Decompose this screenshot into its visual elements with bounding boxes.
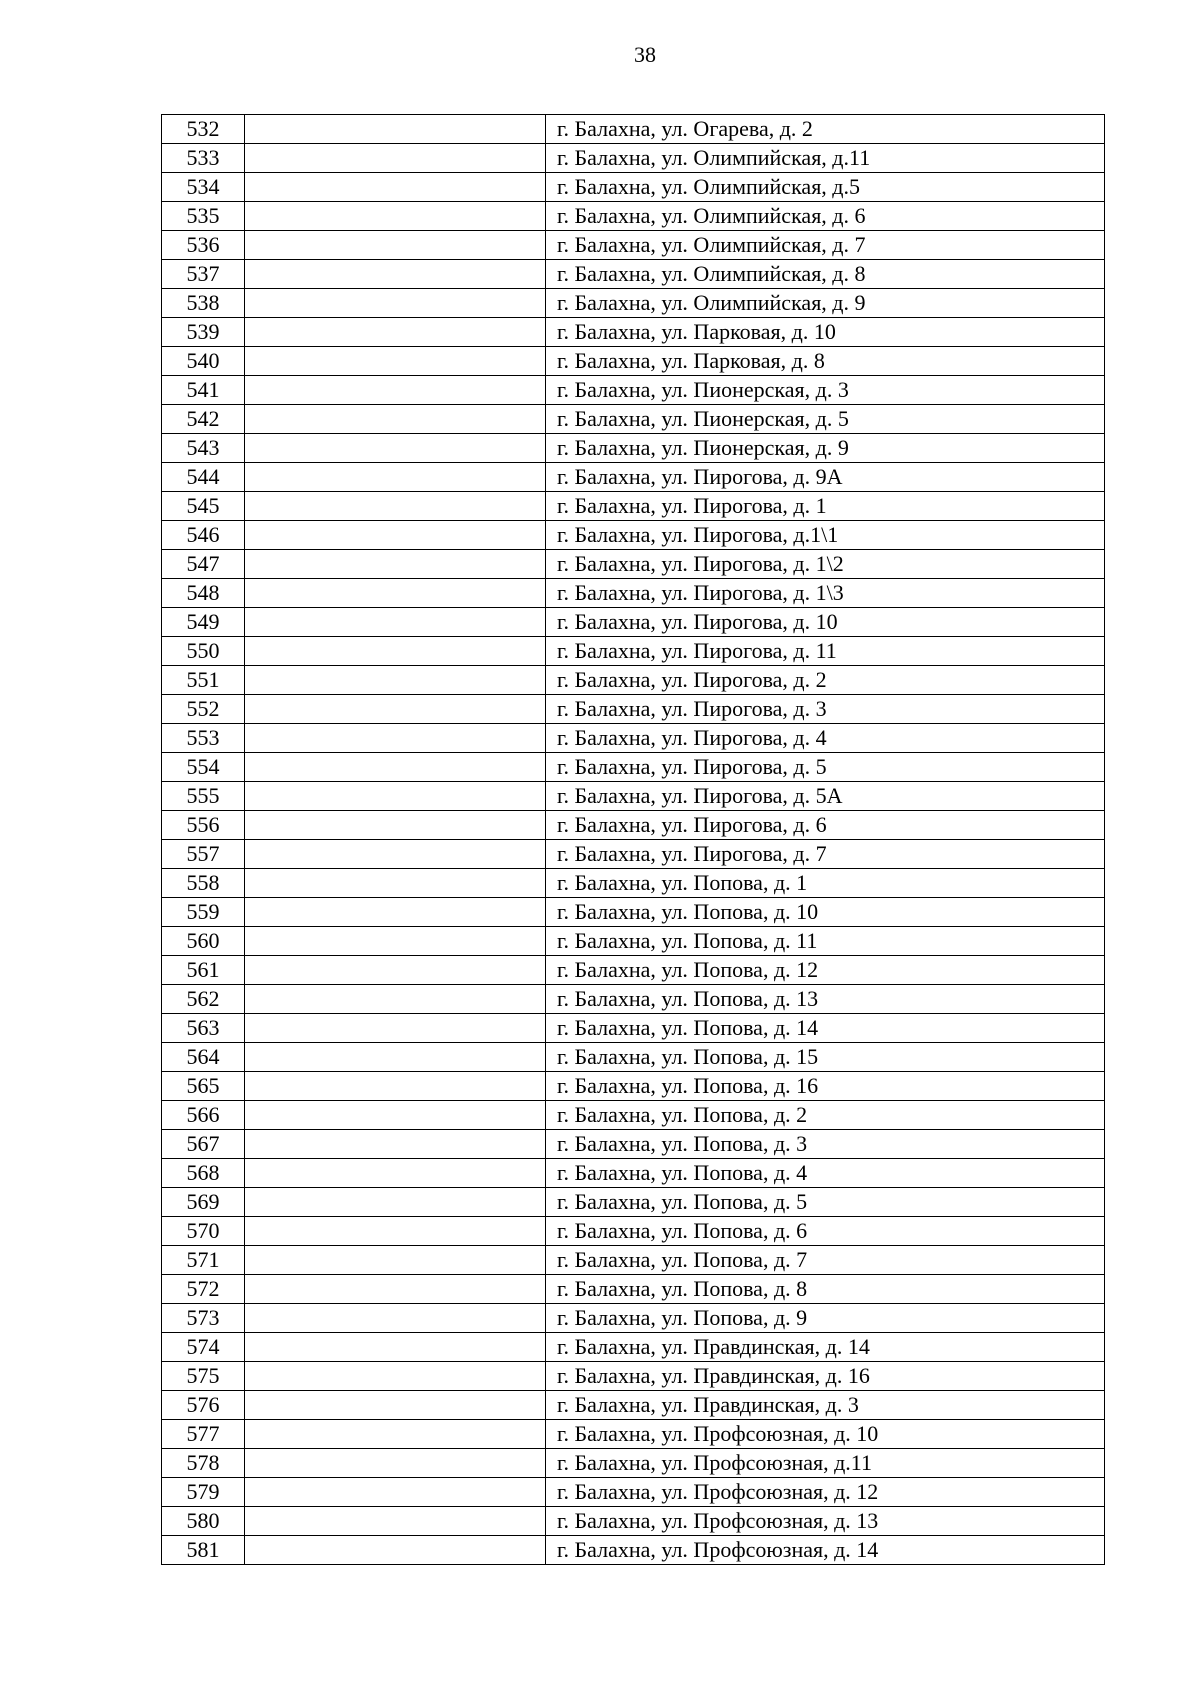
address-cell: г. Балахна, ул. Попова, д. 4 [546, 1159, 1105, 1188]
table-row [162, 115, 1105, 144]
address-cell: г. Балахна, ул. Огарева, д. 2 [546, 115, 1105, 144]
address-cell: г. Балахна, ул. Олимпийская, д.11 [546, 144, 1105, 173]
table-row [162, 1072, 1105, 1101]
table-row [162, 1507, 1105, 1536]
table-row [162, 1101, 1105, 1130]
empty-cell [245, 898, 546, 927]
table-row [162, 840, 1105, 869]
row-number-cell: 569 [162, 1188, 245, 1217]
empty-cell [245, 318, 546, 347]
row-number-cell: 547 [162, 550, 245, 579]
empty-cell [245, 869, 546, 898]
empty-cell [245, 840, 546, 869]
row-number-cell: 579 [162, 1478, 245, 1507]
table-row [162, 1304, 1105, 1333]
address-table-body [162, 115, 1105, 1565]
row-number-cell: 566 [162, 1101, 245, 1130]
table-row [162, 173, 1105, 202]
table-row [162, 144, 1105, 173]
address-cell: г. Балахна, ул. Попова, д. 10 [546, 898, 1105, 927]
table-row [162, 376, 1105, 405]
empty-cell [245, 1420, 546, 1449]
table-row [162, 1014, 1105, 1043]
row-number-cell: 560 [162, 927, 245, 956]
table-row [162, 1130, 1105, 1159]
address-table [161, 114, 1105, 1565]
row-number-cell: 575 [162, 1362, 245, 1391]
empty-cell [245, 1478, 546, 1507]
table-row [162, 724, 1105, 753]
empty-cell [245, 1449, 546, 1478]
row-number-cell: 580 [162, 1507, 245, 1536]
address-cell: г. Балахна, ул. Пирогова, д. 7 [546, 840, 1105, 869]
address-cell: г. Балахна, ул. Профсоюзная, д.11 [546, 1449, 1105, 1478]
empty-cell [245, 521, 546, 550]
empty-cell [245, 347, 546, 376]
row-number-cell: 576 [162, 1391, 245, 1420]
row-number-cell: 555 [162, 782, 245, 811]
address-cell: г. Балахна, ул. Попова, д. 6 [546, 1217, 1105, 1246]
table-row [162, 1159, 1105, 1188]
address-cell: г. Балахна, ул. Олимпийская, д. 9 [546, 289, 1105, 318]
row-number-cell: 544 [162, 463, 245, 492]
row-number-cell: 549 [162, 608, 245, 637]
table-row [162, 608, 1105, 637]
row-number-cell: 546 [162, 521, 245, 550]
table-row [162, 405, 1105, 434]
empty-cell [245, 376, 546, 405]
address-cell: г. Балахна, ул. Попова, д. 2 [546, 1101, 1105, 1130]
address-cell: г. Балахна, ул. Пирогова, д. 1 [546, 492, 1105, 521]
address-cell: г. Балахна, ул. Олимпийская, д. 7 [546, 231, 1105, 260]
empty-cell [245, 1507, 546, 1536]
row-number-cell: 573 [162, 1304, 245, 1333]
table-row [162, 347, 1105, 376]
table-row [162, 1391, 1105, 1420]
row-number-cell: 562 [162, 985, 245, 1014]
row-number-cell: 540 [162, 347, 245, 376]
address-cell: г. Балахна, ул. Попова, д. 1 [546, 869, 1105, 898]
empty-cell [245, 260, 546, 289]
address-cell: г. Балахна, ул. Попова, д. 12 [546, 956, 1105, 985]
row-number-cell: 577 [162, 1420, 245, 1449]
address-cell: г. Балахна, ул. Пирогова, д.1\1 [546, 521, 1105, 550]
empty-cell [245, 289, 546, 318]
row-number-cell: 563 [162, 1014, 245, 1043]
address-cell: г. Балахна, ул. Пирогова, д. 11 [546, 637, 1105, 666]
empty-cell [245, 1275, 546, 1304]
address-cell: г. Балахна, ул. Попова, д. 15 [546, 1043, 1105, 1072]
address-cell: г. Балахна, ул. Правдинская, д. 16 [546, 1362, 1105, 1391]
table-row [162, 811, 1105, 840]
empty-cell [245, 782, 546, 811]
address-cell: г. Балахна, ул. Попова, д. 11 [546, 927, 1105, 956]
table-row [162, 521, 1105, 550]
empty-cell [245, 202, 546, 231]
empty-cell [245, 608, 546, 637]
address-cell: г. Балахна, ул. Пирогова, д. 6 [546, 811, 1105, 840]
address-cell: г. Балахна, ул. Попова, д. 14 [546, 1014, 1105, 1043]
empty-cell [245, 1188, 546, 1217]
row-number-cell: 558 [162, 869, 245, 898]
address-cell: г. Балахна, ул. Олимпийская, д. 8 [546, 260, 1105, 289]
address-cell: г. Балахна, ул. Попова, д. 9 [546, 1304, 1105, 1333]
table-row [162, 550, 1105, 579]
empty-cell [245, 1246, 546, 1275]
page-number: 38 [634, 42, 656, 67]
empty-cell [245, 724, 546, 753]
address-cell: г. Балахна, ул. Пирогова, д. 1\2 [546, 550, 1105, 579]
empty-cell [245, 579, 546, 608]
table-row [162, 1420, 1105, 1449]
empty-cell [245, 492, 546, 521]
table-row [162, 318, 1105, 347]
row-number-cell: 536 [162, 231, 245, 260]
empty-cell [245, 463, 546, 492]
row-number-cell: 551 [162, 666, 245, 695]
empty-cell [245, 1217, 546, 1246]
row-number-cell: 539 [162, 318, 245, 347]
row-number-cell: 545 [162, 492, 245, 521]
empty-cell [245, 144, 546, 173]
empty-cell [245, 405, 546, 434]
empty-cell [245, 173, 546, 202]
table-row [162, 1188, 1105, 1217]
row-number-cell: 564 [162, 1043, 245, 1072]
table-row [162, 1449, 1105, 1478]
table-row [162, 695, 1105, 724]
address-cell: г. Балахна, ул. Правдинская, д. 14 [546, 1333, 1105, 1362]
address-cell: г. Балахна, ул. Попова, д. 7 [546, 1246, 1105, 1275]
address-cell: г. Балахна, ул. Попова, д. 16 [546, 1072, 1105, 1101]
address-cell: г. Балахна, ул. Попова, д. 13 [546, 985, 1105, 1014]
table-row [162, 1333, 1105, 1362]
address-cell: г. Балахна, ул. Попова, д. 5 [546, 1188, 1105, 1217]
address-cell: г. Балахна, ул. Пирогова, д. 2 [546, 666, 1105, 695]
table-row [162, 956, 1105, 985]
empty-cell [245, 956, 546, 985]
row-number-cell: 567 [162, 1130, 245, 1159]
address-cell: г. Балахна, ул. Попова, д. 3 [546, 1130, 1105, 1159]
table-row [162, 1536, 1105, 1565]
address-cell: г. Балахна, ул. Пирогова, д. 5А [546, 782, 1105, 811]
row-number-cell: 537 [162, 260, 245, 289]
table-row [162, 753, 1105, 782]
table-row [162, 637, 1105, 666]
row-number-cell: 561 [162, 956, 245, 985]
row-number-cell: 535 [162, 202, 245, 231]
row-number-cell: 572 [162, 1275, 245, 1304]
table-row [162, 1478, 1105, 1507]
table-row [162, 492, 1105, 521]
table-row [162, 1275, 1105, 1304]
address-cell: г. Балахна, ул. Профсоюзная, д. 12 [546, 1478, 1105, 1507]
empty-cell [245, 1536, 546, 1565]
address-cell: г. Балахна, ул. Пирогова, д. 10 [546, 608, 1105, 637]
row-number-cell: 565 [162, 1072, 245, 1101]
empty-cell [245, 1014, 546, 1043]
row-number-cell: 574 [162, 1333, 245, 1362]
address-cell: г. Балахна, ул. Парковая, д. 8 [546, 347, 1105, 376]
address-cell: г. Балахна, ул. Пионерская, д. 9 [546, 434, 1105, 463]
empty-cell [245, 115, 546, 144]
table-row [162, 260, 1105, 289]
row-number-cell: 571 [162, 1246, 245, 1275]
address-cell: г. Балахна, ул. Пирогова, д. 5 [546, 753, 1105, 782]
address-cell: г. Балахна, ул. Пирогова, д. 1\3 [546, 579, 1105, 608]
table-row [162, 289, 1105, 318]
row-number-cell: 542 [162, 405, 245, 434]
table-row [162, 782, 1105, 811]
address-cell: г. Балахна, ул. Олимпийская, д. 6 [546, 202, 1105, 231]
row-number-cell: 533 [162, 144, 245, 173]
address-cell: г. Балахна, ул. Профсоюзная, д. 14 [546, 1536, 1105, 1565]
table-row [162, 1217, 1105, 1246]
address-cell: г. Балахна, ул. Пионерская, д. 5 [546, 405, 1105, 434]
empty-cell [245, 927, 546, 956]
empty-cell [245, 1159, 546, 1188]
empty-cell [245, 231, 546, 260]
empty-cell [245, 753, 546, 782]
empty-cell [245, 985, 546, 1014]
row-number-cell: 570 [162, 1217, 245, 1246]
row-number-cell: 548 [162, 579, 245, 608]
row-number-cell: 550 [162, 637, 245, 666]
empty-cell [245, 666, 546, 695]
empty-cell [245, 1101, 546, 1130]
empty-cell [245, 637, 546, 666]
address-cell: г. Балахна, ул. Профсоюзная, д. 10 [546, 1420, 1105, 1449]
empty-cell [245, 1072, 546, 1101]
row-number-cell: 559 [162, 898, 245, 927]
table-row [162, 579, 1105, 608]
table-row [162, 434, 1105, 463]
address-cell: г. Балахна, ул. Пионерская, д. 3 [546, 376, 1105, 405]
empty-cell [245, 434, 546, 463]
address-cell: г. Балахна, ул. Профсоюзная, д. 13 [546, 1507, 1105, 1536]
row-number-cell: 553 [162, 724, 245, 753]
empty-cell [245, 550, 546, 579]
table-row [162, 202, 1105, 231]
row-number-cell: 581 [162, 1536, 245, 1565]
table-row [162, 666, 1105, 695]
empty-cell [245, 811, 546, 840]
table-row [162, 1043, 1105, 1072]
empty-cell [245, 1391, 546, 1420]
empty-cell [245, 1130, 546, 1159]
table-row [162, 898, 1105, 927]
table-row [162, 231, 1105, 260]
table-row [162, 463, 1105, 492]
table-row [162, 1246, 1105, 1275]
row-number-cell: 534 [162, 173, 245, 202]
row-number-cell: 554 [162, 753, 245, 782]
address-cell: г. Балахна, ул. Пирогова, д. 4 [546, 724, 1105, 753]
address-cell: г. Балахна, ул. Попова, д. 8 [546, 1275, 1105, 1304]
address-cell: г. Балахна, ул. Олимпийская, д.5 [546, 173, 1105, 202]
row-number-cell: 532 [162, 115, 245, 144]
address-cell: г. Балахна, ул. Парковая, д. 10 [546, 318, 1105, 347]
row-number-cell: 557 [162, 840, 245, 869]
empty-cell [245, 1304, 546, 1333]
address-cell: г. Балахна, ул. Правдинская, д. 3 [546, 1391, 1105, 1420]
empty-cell [245, 1362, 546, 1391]
empty-cell [245, 1333, 546, 1362]
row-number-cell: 543 [162, 434, 245, 463]
row-number-cell: 568 [162, 1159, 245, 1188]
table-row [162, 869, 1105, 898]
row-number-cell: 552 [162, 695, 245, 724]
row-number-cell: 556 [162, 811, 245, 840]
table-row [162, 985, 1105, 1014]
row-number-cell: 541 [162, 376, 245, 405]
address-cell: г. Балахна, ул. Пирогова, д. 9А [546, 463, 1105, 492]
empty-cell [245, 1043, 546, 1072]
table-row [162, 1362, 1105, 1391]
empty-cell [245, 695, 546, 724]
row-number-cell: 538 [162, 289, 245, 318]
table-row [162, 927, 1105, 956]
address-cell: г. Балахна, ул. Пирогова, д. 3 [546, 695, 1105, 724]
row-number-cell: 578 [162, 1449, 245, 1478]
